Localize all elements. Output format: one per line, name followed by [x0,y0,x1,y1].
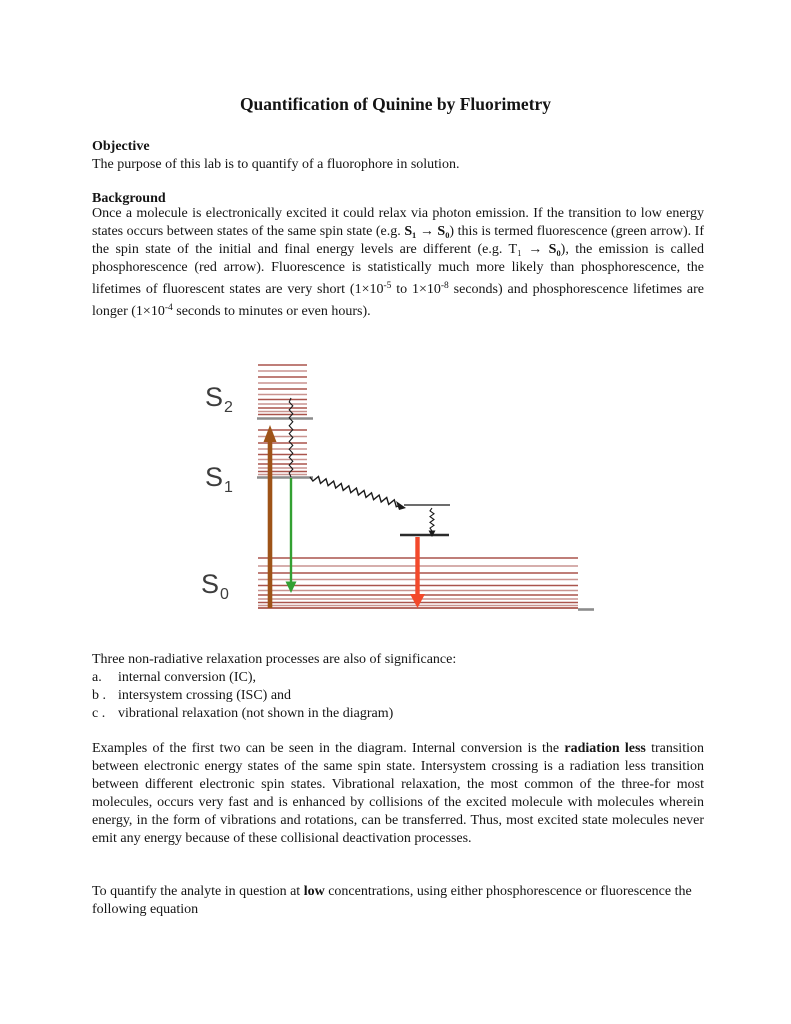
text-segment-bold: S₁ [404,224,417,239]
superscript: -5 [383,281,392,291]
text-segment: ), the emission is called phosphorescence (red arrow). Fluorescence is statistically much more likely than phosphorescence, the lifetimes of fluorescent states are very short (1×10 [92,242,704,297]
fluorescence-arrow [286,478,297,593]
list-item-label: b . [92,688,106,703]
text-segment-bold: low [303,884,325,899]
list-item-text: internal conversion (IC), [118,670,257,685]
s1-label: $S_1$ [205,462,233,496]
background-heading: Background [92,191,166,206]
s1-vibrational-levels [258,430,307,475]
list-item [92,705,704,723]
list-item-text: intersystem crossing (ISC) and [118,688,292,703]
s2-label: $S_2$ [205,382,233,416]
text-segment: Once a molecule is electronically excited it could relax via photon emission. If the transition to low energy states occurs between states of the same spin state (e.g. [92,206,704,239]
list-item [92,687,704,705]
examples-paragraph [92,740,704,848]
text-segment: Examples of the first two can be seen in the diagram. Internal conversion is the [92,741,565,756]
s2-vibrational-levels [258,365,307,415]
text-segment: transition between electronic energy states of the same spin state. Intersystem crossing is a radiation less transition between different electronic spin states. Vibrational relaxation, the most common of the three-for most molecules, occurs very fast and is enhanced by collisions of the excited molecule with molecules wherein energy, in the form of vibrations and rotations, can be transferred. Thus, most excited state molecules never emit any energy because of these collisional deactivation processes. [92,741,704,846]
intersystem-crossing-wavy-line [310,477,401,507]
objective-paragraph: The purpose of this lab is to quantify of a fluorophore in solution. [92,157,460,172]
text-segment: To quantify the analyte in question at [92,884,304,899]
jablonski-diagram-svg [0,350,791,630]
quantify-paragraph [92,883,704,919]
nonradiative-processes-list [92,651,704,723]
text-segment: concentrations, using either phosphorescence or fluorescence the following equation [92,884,692,917]
list-item-text: vibrational relaxation (not shown in the diagram) [118,706,394,721]
list-item [92,669,704,687]
triplet-vibrational-wavy-line [430,508,434,531]
absorption-arrow [264,425,277,608]
objective-heading: Objective [92,139,150,154]
text-segment-bold: S₀ [548,242,561,257]
background-paragraph [92,205,704,321]
text-segment: seconds to minutes or even hours). [172,304,371,319]
text-segment: seconds) and phosphorescence lifetimes are longer (1×10 [92,282,704,319]
processes-intro: Three non-radiative relaxation processes are also of significance: [92,652,457,667]
superscript: -4 [164,303,173,313]
s0-label: $S_0$ [201,569,229,603]
text-segment-bold: radiation less [564,741,646,756]
text-segment: to 1×10 [391,282,441,297]
jablonski-diagram [0,350,791,630]
superscript: -8 [440,281,449,291]
text-segment-bold: S₀ [437,224,450,239]
page-title: Quantification of Quinine by Fluorimetry [239,94,552,114]
text-segment: ) this is termed fluorescence (green arrow). If the spin state of the initial and final energy levels are different (e.g. T₁ → [92,224,704,257]
list-item-label: a. [92,670,102,685]
list-item-label: c . [92,706,106,721]
text-segment: → [416,224,438,239]
internal-conversion-wavy-line [289,398,293,477]
